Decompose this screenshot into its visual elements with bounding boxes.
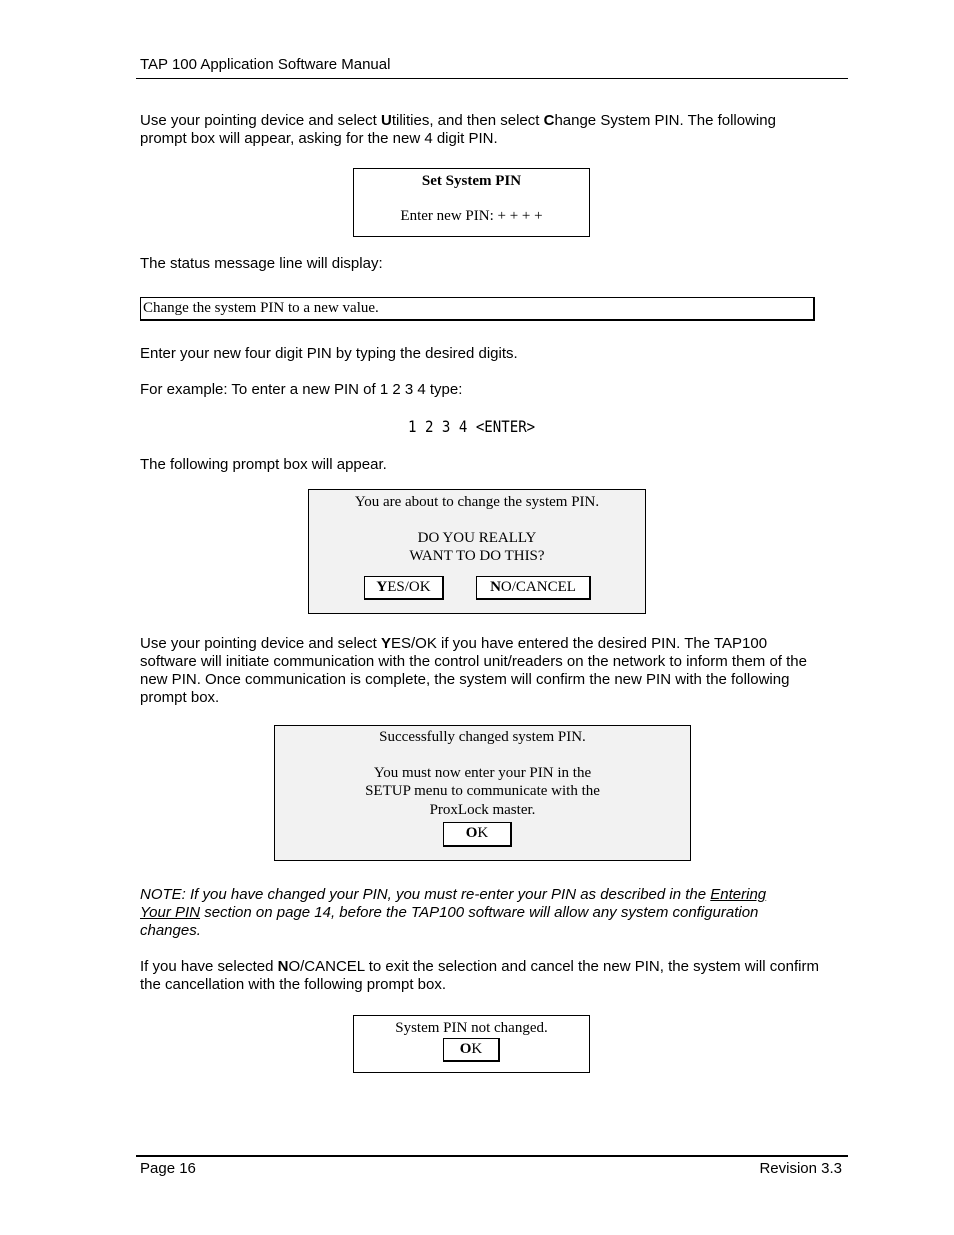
cancel-para-text-1: If you have selected	[140, 958, 278, 975]
success-ok-button[interactable]	[443, 822, 512, 847]
success-line-4: ProxLock master.	[429, 802, 536, 818]
yes-label: ES/OK	[387, 579, 431, 595]
set-pin-dialog	[353, 168, 590, 237]
confirm-line-3: WANT TO DO THIS?	[409, 548, 545, 564]
status-intro: The status message line will display:	[140, 255, 383, 272]
set-pin-prompt: Enter new PIN: + + + +	[400, 208, 543, 224]
confirm-line-1: You are about to change the system PIN.	[354, 494, 600, 510]
yes-para-text-1: Use your pointing device and select	[140, 635, 381, 652]
not-changed-ok-label: K	[471, 1041, 483, 1057]
intro-hotkey-u: U	[380, 112, 392, 129]
no-label: O/CANCEL	[500, 579, 576, 595]
intro-text-2: tilities, and then select	[391, 112, 544, 129]
note-text-2: section on page 14, before the TAP100 software will allow any system configuration changes.	[140, 904, 759, 939]
intro-paragraph	[140, 112, 820, 148]
cancel-para-hotkey: N	[277, 958, 289, 975]
revision-label: Revision 3.3	[759, 1160, 842, 1177]
not-changed-ok-button[interactable]	[443, 1038, 500, 1062]
not-changed-ok-hotkey: O	[459, 1041, 472, 1057]
yes-paragraph	[140, 635, 820, 707]
note-text-1: NOTE: If you have changed your PIN, you must re-enter your PIN as described in the	[140, 886, 711, 903]
intro-hotkey-c: C	[543, 112, 555, 129]
success-ok-label: K	[477, 825, 489, 841]
not-changed-dialog	[353, 1015, 590, 1073]
status-message-line: Change the system PIN to a new value.	[140, 297, 815, 321]
header-title: TAP 100 Application Software Manual	[140, 56, 391, 73]
keystroke-example: 1 2 3 4 <ENTER>	[408, 417, 536, 436]
header-rule	[136, 78, 848, 79]
example-text: For example: To enter a new PIN of 1 2 3 4 type:	[140, 381, 463, 398]
yes-ok-button[interactable]	[364, 576, 444, 600]
cancel-para-text-2: O/CANCEL to exit the selection and cancel the new PIN, the system will confirm the cancellation with the following prompt box.	[140, 958, 819, 993]
not-changed-line-1: System PIN not changed.	[395, 1020, 548, 1036]
entering-pin-reference: Entering Your PIN	[140, 886, 767, 921]
no-cancel-button[interactable]	[476, 576, 591, 600]
confirm-change-dialog	[308, 489, 646, 614]
following-prompt-text: The following prompt box will appear.	[140, 456, 387, 473]
no-hotkey: N	[490, 579, 501, 595]
intro-text-1: Use your pointing device and select	[140, 112, 381, 129]
success-line-2: You must now enter your PIN in the	[373, 765, 592, 781]
success-dialog	[274, 725, 691, 861]
enter-digits-text: Enter your new four digit PIN by typing the desired digits.	[140, 345, 518, 362]
success-line-1: Successfully changed system PIN.	[379, 729, 586, 745]
cancel-paragraph	[140, 958, 820, 994]
success-line-3: SETUP menu to communicate with the	[365, 783, 600, 799]
yes-hotkey: Y	[376, 579, 388, 595]
yes-para-hotkey: Y	[380, 635, 391, 652]
yes-para-text-2: ES/OK if you have entered the desired PIN. The TAP100 software will initiate communication with the control unit/readers on the network to inform them of the new PIN. Once communication is complete, the system will confirm the new PIN with the following prompt box.	[140, 635, 807, 706]
success-ok-hotkey: O	[465, 825, 478, 841]
set-pin-dialog-title: Set System PIN	[421, 173, 522, 189]
confirm-line-2: DO YOU REALLY	[417, 530, 537, 546]
note-paragraph	[140, 886, 780, 940]
intro-text-3: hange System PIN. The following prompt box will appear, asking for the new 4 digit PIN.	[140, 112, 776, 147]
footer-rule	[136, 1155, 848, 1157]
page-number: Page 16	[140, 1160, 196, 1177]
